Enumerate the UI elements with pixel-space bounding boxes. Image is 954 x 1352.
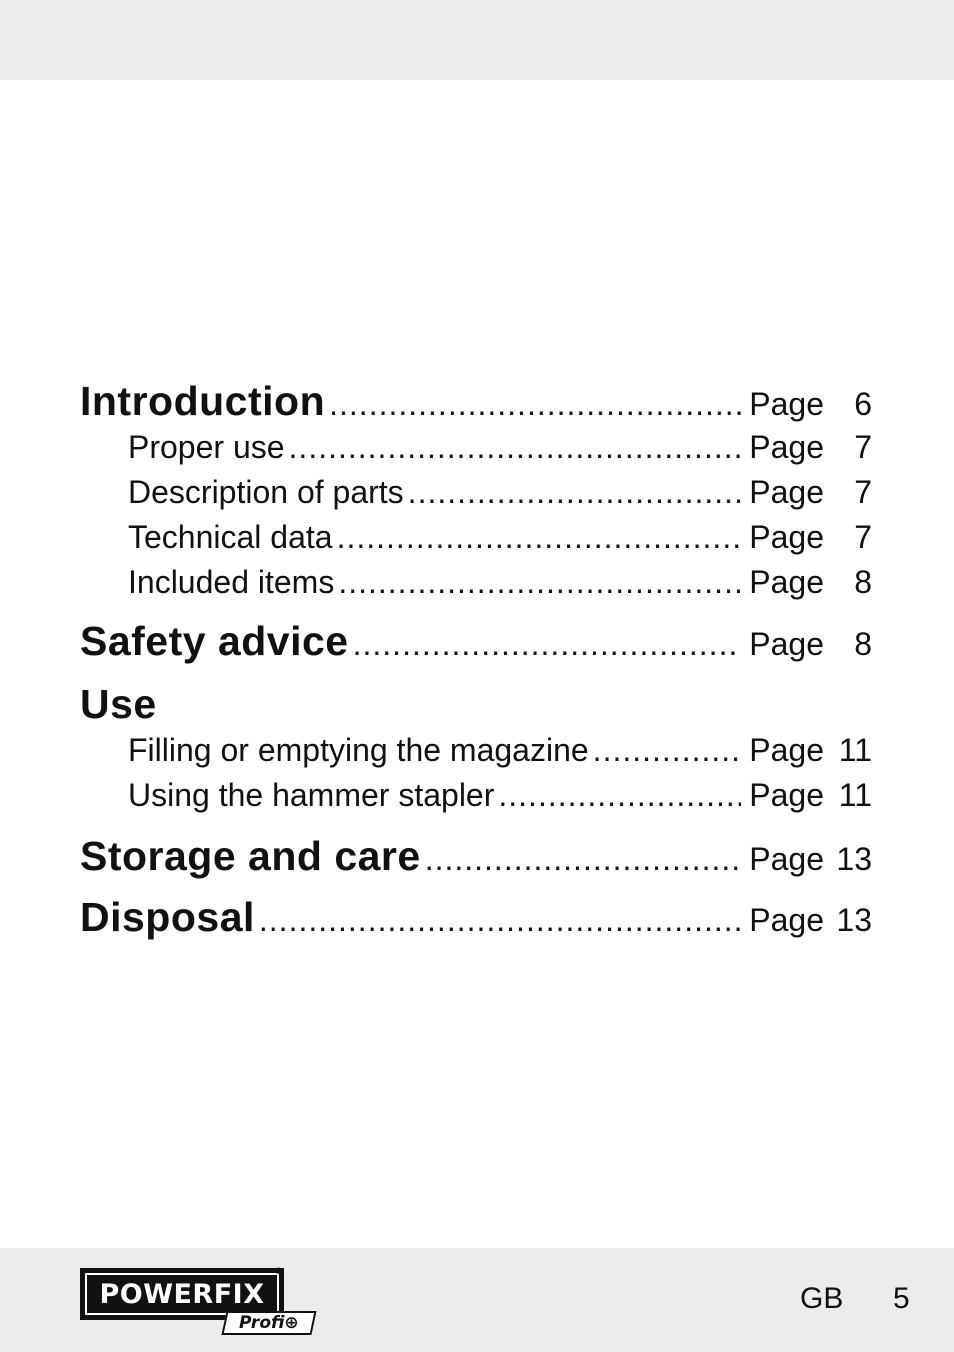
leader-dots [329,386,741,423]
page-number: 13 [836,902,872,938]
page-label: Page [749,386,824,422]
registered-mark: ® [275,1266,282,1276]
toc-heading-use [80,681,872,728]
page-number-footer: 5 [893,1282,910,1315]
leader-dots [337,519,742,556]
page-label: Page [749,429,824,465]
logo-profi-text: Profi [239,1313,285,1333]
logo-brand-text: POWERFIX [99,1278,265,1310]
page-number: 7 [854,429,872,465]
toc-title: Using the hammer stapler [128,777,495,813]
toc-entry-disposal[interactable] [80,894,872,941]
toc-title: Storage and care [80,833,421,879]
page-label: Page [749,732,824,768]
toc-title: Filling or emptying the magazine [128,732,589,768]
header-band [0,0,954,80]
leader-dots [425,841,742,878]
toc-entry-safety-advice[interactable] [80,618,872,665]
plus-circle-icon: ⊕ [284,1313,299,1333]
language-code: GB [800,1282,844,1315]
toc-entry-description-of-parts[interactable] [128,474,872,511]
toc-entry-technical-data[interactable] [128,519,872,556]
toc-title: Included items [128,564,335,600]
toc-title: Proper use [128,429,285,465]
page-label: Page [749,564,824,600]
page-number: 6 [854,386,872,422]
page-number: 7 [854,474,872,510]
toc-title: Description of parts [128,474,404,510]
page-number: 13 [836,841,872,877]
page-number: 8 [854,626,872,662]
toc-title: Disposal [80,894,255,940]
leader-dots [498,777,741,814]
logo-profi-box [221,1311,316,1335]
page-number: 7 [854,519,872,555]
toc-title: Introduction [80,378,326,424]
toc-entry-storage-and-care[interactable] [80,833,872,880]
toc-title: Safety advice [80,618,349,664]
toc-title: Use [80,681,157,727]
page-number: 11 [838,732,872,768]
leader-dots [408,474,742,511]
page-label: Page [749,519,824,555]
powerfix-logo [80,1268,316,1336]
leader-dots [289,429,742,466]
toc-entry-introduction[interactable] [80,378,872,425]
toc-entry-proper-use[interactable] [128,429,872,466]
leader-dots [259,902,741,939]
page-label: Page [749,626,824,662]
leader-dots [353,626,742,663]
page-label: Page [749,841,824,877]
toc-entry-included-items[interactable] [128,564,872,601]
page-number: 11 [838,777,872,813]
page-label: Page [749,777,824,813]
leader-dots [593,732,742,769]
page-label: Page [749,474,824,510]
toc-title: Technical data [128,519,333,555]
leader-dots [338,564,741,601]
page-label: Page [749,902,824,938]
toc-entry-filling-magazine[interactable] [128,732,872,769]
toc-entry-using-hammer-stapler[interactable] [128,777,872,814]
page-number: 8 [854,564,872,600]
